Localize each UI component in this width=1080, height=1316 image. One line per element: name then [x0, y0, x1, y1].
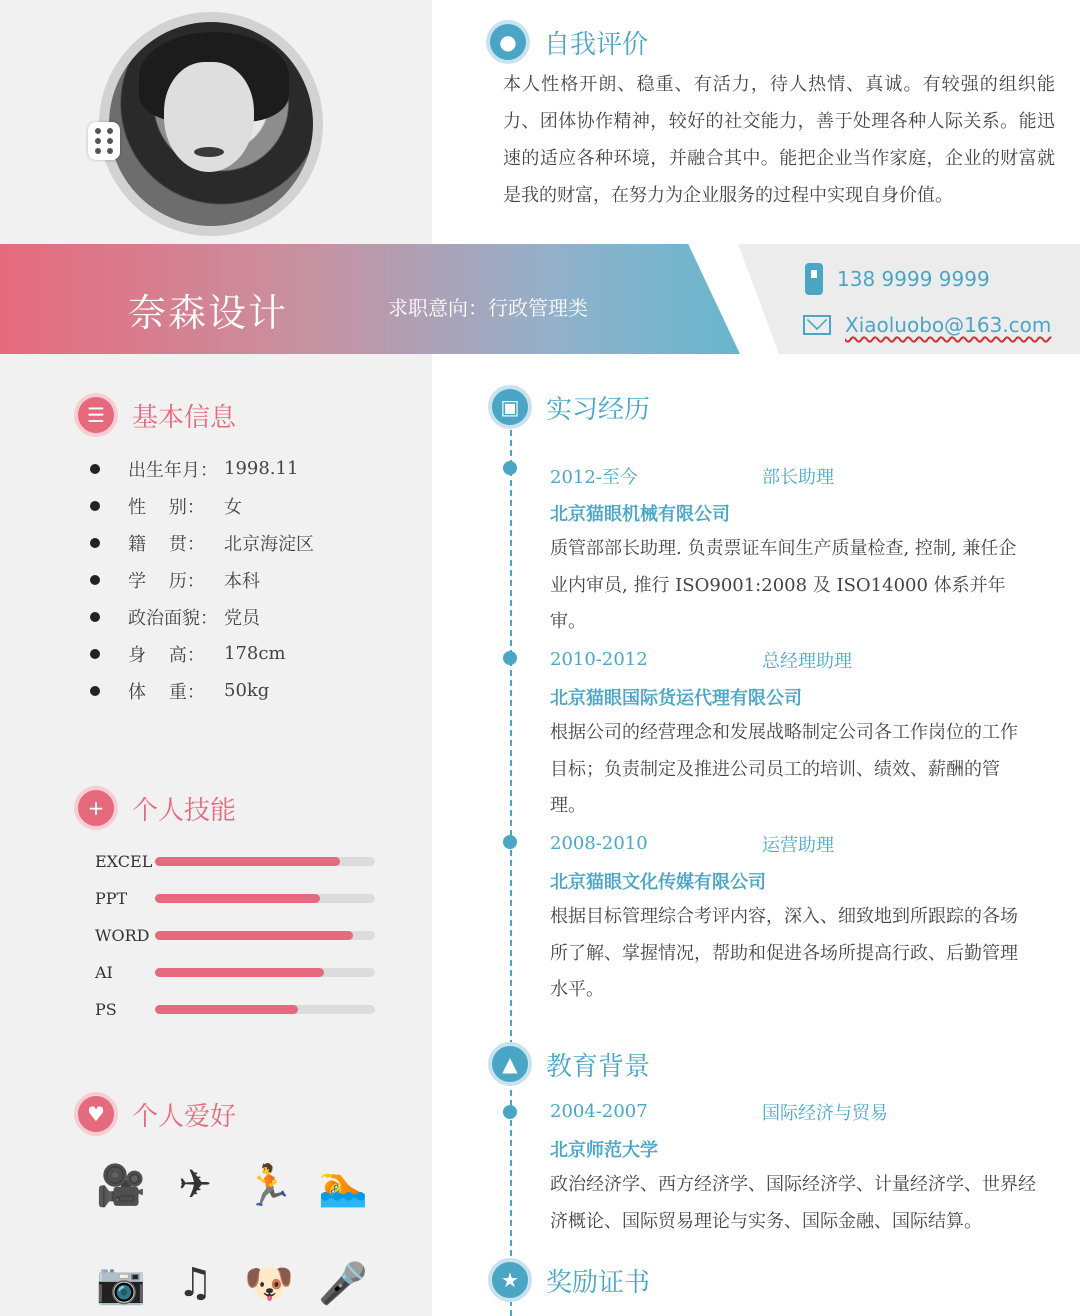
- info-label: 身 高：: [128, 644, 205, 666]
- phone-icon: [805, 263, 823, 295]
- section-title: 基本信息: [132, 402, 237, 433]
- job-intent: 求职意向：行政管理类: [388, 296, 588, 320]
- skill-track: [155, 894, 375, 903]
- section-awards: [488, 1258, 650, 1302]
- skill-track: [155, 1005, 375, 1014]
- hobbies-grid: [96, 1160, 386, 1308]
- section-title: 教育背景: [546, 1051, 651, 1082]
- edu-desc: 政治经济学、西方经济学、国际经济学、计量经济学、世界经济概论、国际贸易理论与实务、国际金融、国际结算。: [550, 1174, 1036, 1232]
- timeline-dot: [503, 1105, 517, 1119]
- info-value: 178cm: [224, 643, 286, 664]
- trophy-icon: ★: [488, 1258, 532, 1302]
- dog-icon: 🐶: [244, 1260, 294, 1307]
- section-hobbies: [74, 1092, 236, 1136]
- entry-desc: 根据公司的经营理念和发展战略制定公司各工作岗位的工作目标；负责制定及推进公司员工的培训、绩效、薪酬的管理。: [550, 722, 1018, 817]
- edu-date: 2004-2007: [550, 1101, 648, 1122]
- info-item: [90, 561, 314, 598]
- airplane-icon: ✈: [178, 1162, 212, 1208]
- bullet-icon: [90, 612, 100, 622]
- section-title: 自我评价: [544, 29, 649, 60]
- internship-entry: [550, 457, 1020, 641]
- timeline-dot: [503, 835, 517, 849]
- info-item: [90, 672, 314, 709]
- info-item: [90, 598, 314, 635]
- entry-role: 总经理助理: [762, 650, 852, 672]
- bullet-icon: [90, 649, 100, 659]
- entry-company: 北京猫眼文化传媒有限公司: [550, 871, 766, 893]
- entry-role: 部长助理: [762, 466, 834, 488]
- bullet-icon: [90, 464, 100, 474]
- phone-number: 138 9999 9999: [837, 267, 990, 291]
- skill-name: EXCEL: [95, 852, 153, 871]
- info-value: 女: [224, 496, 242, 518]
- entry-date: 2010-2012: [550, 649, 648, 670]
- skill-track: [155, 857, 375, 866]
- entry-desc: 根据目标管理综合考评内容，深入、细致地到所跟踪的各场所了解、掌握情况，帮助和促进各场所提高行政、后勤管理水平。: [550, 906, 1018, 1001]
- skill-name: WORD: [95, 926, 150, 945]
- contact-email: [805, 313, 1051, 337]
- section-self-eval: [486, 20, 648, 64]
- skill-track: [155, 968, 375, 977]
- info-value: 50kg: [224, 680, 270, 701]
- info-label: 学 历：: [128, 570, 205, 592]
- skill-name: AI: [95, 963, 113, 982]
- self-eval-text: 本人性格开朗、稳重、有活力，待人热情、真诚。有较强的组织能力、团体协作精神，较好的社交能力，善于处理各种人际关系。能迅速的适应各种环境，并融合其中。能把企业当作家庭，企业的财富就是我的财富，在努力为企业服务的过程中实现自身价值。: [503, 74, 1055, 206]
- skill-name: PS: [95, 1000, 117, 1019]
- user-plus-icon: +: [74, 786, 118, 830]
- info-item: [90, 524, 314, 561]
- swimming-icon: 🏊: [318, 1162, 368, 1209]
- skill-row: [95, 991, 375, 1028]
- timeline-line: [510, 430, 512, 1316]
- bullet-icon: [90, 538, 100, 548]
- drag-handle-icon[interactable]: [88, 122, 120, 160]
- education-entry: [550, 1093, 1036, 1240]
- skill-level-bar: [155, 857, 340, 866]
- heart-icon: ♥: [74, 1092, 118, 1136]
- briefcase-icon: ▣: [488, 385, 532, 429]
- microphone-icon: 🎤: [318, 1260, 368, 1307]
- section-internship: [488, 385, 650, 429]
- section-title: 个人技能: [132, 795, 237, 826]
- entry-company: 北京猫眼机械有限公司: [550, 503, 730, 525]
- user-icon: ●: [486, 20, 530, 64]
- entry-role: 运营助理: [762, 834, 834, 856]
- skill-level-bar: [155, 1005, 298, 1014]
- contact-phone: [805, 263, 990, 295]
- info-label: 性 别：: [128, 496, 205, 518]
- section-title: 实习经历: [546, 394, 651, 425]
- entry-date: 2012-至今: [550, 466, 638, 488]
- music-note-icon: ♫: [177, 1260, 213, 1306]
- skill-track: [155, 931, 375, 940]
- name-banner: [0, 244, 740, 354]
- entry-company: 北京猫眼国际货运代理有限公司: [550, 687, 802, 709]
- info-item: [90, 487, 314, 524]
- internship-entry: [550, 641, 1020, 825]
- avatar-photo: [109, 22, 313, 226]
- basic-info-list: [90, 450, 314, 709]
- running-icon: 🏃: [244, 1162, 294, 1209]
- info-label: 体 重：: [128, 681, 205, 703]
- info-value: 党员: [224, 607, 260, 629]
- graduation-cap-icon: ▲: [488, 1042, 532, 1086]
- edu-major: 国际经济与贸易: [762, 1102, 888, 1124]
- info-item: [90, 635, 314, 672]
- avatar-lips: [194, 147, 224, 157]
- info-label: 政治面貌：: [128, 607, 218, 629]
- section-education: [488, 1042, 650, 1086]
- info-value: 北京海淀区: [224, 533, 314, 555]
- avatar: [99, 12, 323, 236]
- skill-level-bar: [155, 931, 353, 940]
- timeline-dot: [503, 651, 517, 665]
- section-title: 奖励证书: [546, 1267, 651, 1298]
- bullet-icon: [90, 501, 100, 511]
- mail-icon: [803, 315, 831, 335]
- skills-list: [95, 843, 375, 1028]
- camera-icon: 📷: [96, 1260, 146, 1307]
- skill-row: [95, 954, 375, 991]
- skill-name: PPT: [95, 889, 128, 908]
- info-value: 1998.11: [224, 458, 299, 479]
- edu-school: 北京师范大学: [550, 1139, 658, 1161]
- email-address[interactable]: Xiaoluobo@163.com: [845, 313, 1052, 337]
- internship-entry: [550, 825, 1020, 1009]
- section-skills: [74, 786, 236, 830]
- section-title: 个人爱好: [132, 1101, 237, 1132]
- info-label: 出生年月：: [128, 459, 218, 481]
- entry-date: 2008-2010: [550, 833, 648, 854]
- bullet-icon: [90, 686, 100, 696]
- section-basic-info: [74, 393, 236, 437]
- candidate-name: 奈森设计: [128, 291, 289, 335]
- bullet-icon: [90, 575, 100, 585]
- contact-box: [738, 244, 1080, 354]
- info-value: 本科: [224, 570, 260, 592]
- skill-row: [95, 880, 375, 917]
- info-item: [90, 450, 314, 487]
- skill-row: [95, 843, 375, 880]
- video-camera-icon: 🎥: [96, 1162, 146, 1209]
- chat-icon: ☰: [74, 393, 118, 437]
- skill-row: [95, 917, 375, 954]
- entry-desc: 质管部部长助理. 负责票证车间生产质量检查, 控制, 兼任企业内审员, 推行 ISO9001:2008 及 ISO14000 体系并年审。: [550, 538, 1017, 633]
- info-label: 籍 贯：: [128, 533, 205, 555]
- skill-level-bar: [155, 894, 320, 903]
- skill-level-bar: [155, 968, 324, 977]
- timeline-dot: [503, 461, 517, 475]
